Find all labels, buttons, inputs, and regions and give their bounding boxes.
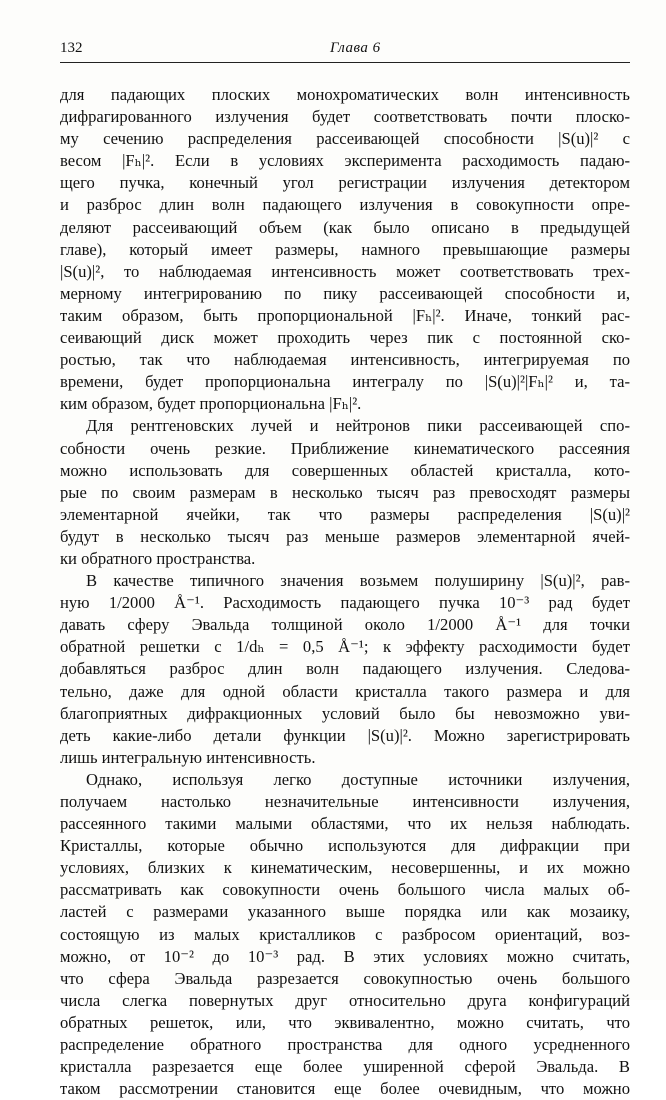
text-line: му сечению распределения рассеивающей способности |S(u)|² с (60, 129, 630, 149)
text-line: ростью, так что наблюдаемая интенсивность, интегрируемая по (60, 350, 630, 370)
text-line: Однако, используя легко доступные источники излучения, (86, 769, 630, 789)
text-line: можно, от 10⁻² до 10⁻³ рад. В этих условиях можно считать, (60, 946, 630, 966)
text-line: давать сферу Эвальда толщиной около 1/2000 Å⁻¹ для точки (60, 615, 630, 635)
text-line: ную 1/2000 Å⁻¹. Расходимость падающего пучка 10⁻³ рад будет (60, 593, 630, 613)
text-line: получаем настолько незначительные интенсивности излучения, (60, 792, 630, 811)
text-line: мерному интегрированию по пику рассеивающей способности и, (60, 283, 630, 303)
text-line: кристалла разрезается еще более уширенной сферой Эвальда. В (60, 1057, 630, 1077)
text-line: условиях, близких к кинематическим, несовершенны, и их можно (60, 858, 630, 878)
text-line: таком рассмотрении становится еще более очевидным, что можно (60, 1079, 630, 1099)
text-line: обратной решетки с 1/dₕ = 0,5 Å⁻¹; к эффекту расходимости будет (60, 637, 630, 657)
text-line: и разброс длин волн падающего излучения в совокупности опре- (60, 195, 630, 215)
text-line: лишь интегральную интенсивность. (60, 747, 316, 767)
text-line: рассматривать как совокупности очень большого числа малых об- (60, 880, 630, 900)
text-line: рые по своим размерам в несколько тысяч раз превосходят размеры (60, 482, 630, 502)
chapter-title: Глава 6 (330, 40, 381, 56)
text-line: элементарной ячейки, так что размеры распределения |S(u)|² (60, 504, 630, 524)
running-header (60, 36, 630, 63)
text-line: что сфера Эвальда разрезается совокупностью очень большого (60, 968, 630, 988)
paragraph-1 (60, 84, 630, 415)
text-line: Для рентгеновских лучей и нейтронов пики рассеивающей спо- (86, 416, 630, 436)
text-line: весом |Fₕ|². Если в условиях эксперимента расходимость падаю- (60, 151, 630, 171)
paragraph-4 (60, 769, 630, 1100)
text-line: деть какие-либо детали функции |S(u)|². Можно зарегистрировать (60, 725, 630, 745)
paragraph-3 (60, 570, 630, 769)
paragraph-2 (60, 415, 630, 570)
text-line: собности очень резкие. Приближение кинематического рассеяния (60, 438, 630, 458)
text-line: тельно, даже для одной области кристалла такого размера и для (60, 681, 630, 701)
text-line: ки обратного пространства. (60, 548, 256, 568)
body-text (60, 84, 630, 1100)
text-line: благоприятных дифракционных условий было бы невозможно уви- (60, 703, 630, 723)
text-line: Кристаллы, которые обычно используются для дифракции при (60, 836, 630, 856)
text-line: сеивающий диск может проходить через пик с постоянной ско- (60, 328, 630, 348)
page-number: 132 (60, 40, 83, 56)
text-line: дифрагированного излучения будет соответствовать почти плоско- (60, 107, 630, 127)
text-line: добавляться разброс длин волн падающего излучения. Следова- (60, 659, 630, 679)
text-line: для падающих плоских монохроматических волн интенсивность (60, 85, 630, 104)
text-line: ластей с размерами указанного выше порядка или как мозаику, (60, 902, 630, 922)
text-line: главе), который имеет размеры, намного превышающие размеры (60, 239, 630, 259)
text-line: можно использовать для совершенных областей кристалла, кото- (60, 460, 630, 480)
text-line: состоящую из малых кристалликов с разбросом ориентаций, воз- (60, 924, 630, 944)
text-line: времени, будет пропорциональна интегралу по |S(u)|²|Fₕ|² и, та- (60, 372, 630, 392)
text-line: В качестве типичного значения возьмем полуширину |S(u)|², рав- (86, 571, 630, 591)
text-line: ким образом, будет пропорциональна |Fₕ|². (60, 394, 362, 414)
text-line: обратных решеток, или, что эквивалентно, можно считать, что (60, 1012, 630, 1032)
text-line: числа слегка повернутых друг относительно друга конфигураций (60, 990, 630, 1010)
text-line: распределение обратного пространства для одного усредненного (60, 1035, 630, 1055)
text-line: рассеянного такими малыми областями, что их нельзя наблюдать. (60, 814, 630, 834)
text-line: будут в несколько тысяч раз меньше размеров элементарной ячей- (60, 526, 630, 546)
text-line: |S(u)|², то наблюдаемая интенсивность может соответствовать трех- (60, 261, 630, 281)
text-line: деляют рассеивающий объем (как было описано в предыдущей (60, 217, 630, 237)
text-line: щего пучка, конечный угол регистрации излучения детектором (60, 173, 630, 193)
text-line: таким образом, быть пропорциональной |Fₕ|². Иначе, тонкий рас- (60, 305, 630, 325)
